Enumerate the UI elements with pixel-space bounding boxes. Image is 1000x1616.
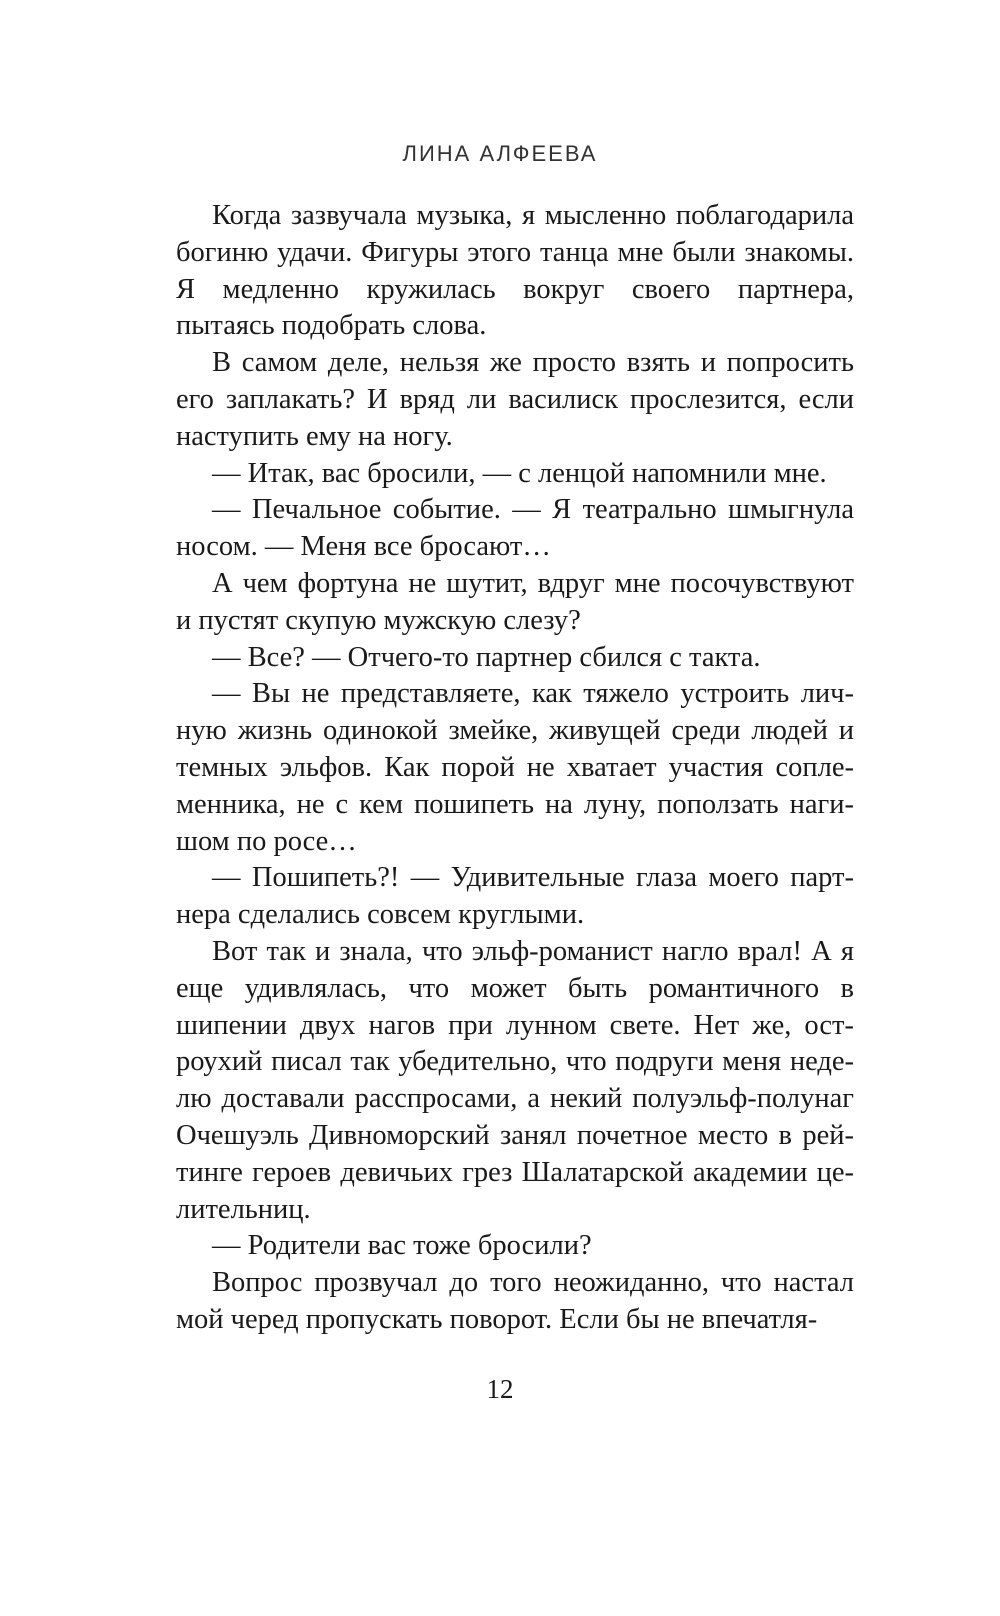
paragraph: Вот так и знала, что эльф-романист нагло врал! А я еще удивлялась, что может быть романтичного в шипении двух нагов при лунном свете. Нет же, остроухий писал так убедительно, что подруги меня неделю доставали расспросами, а некий полуэльф-полунаг Очешуэль Дивноморский занял почетное место в рейтинге героев девичьих грез Шалатарской академии целительниц. [176, 935, 854, 1225]
paragraph: — Пошипеть?! — Удивительные глаза моего партнера сделались совсем круглыми. [176, 862, 854, 931]
page-number: 12 [486, 1374, 514, 1404]
paragraph: — Все? — Отчего-то партнер сбился с такта. [212, 641, 761, 673]
paragraph: В самом деле, нельзя же просто взять и попросить его заплакать? И вряд ли василиск прослезится, если наступить ему на ногу. [176, 347, 854, 452]
paragraph: — Вы не представляете, как тяжело устроить личную жизнь одинокой змейке, живущей среди людей и темных эльфов. Как порой не хватает участия соплеменника, не с кем пошипеть на луну, поползать нагишом по росе… [176, 678, 854, 857]
paragraph: — Итак, вас бросили, — с ленцой напомнили мне. [212, 457, 827, 489]
paragraph: Когда зазвучала музыка, я мысленно поблагодарила богиню удачи. Фигуры этого танца мне были знакомы. Я медленно кружилась вокруг своего партнера, пытаясь подобрать слова. [176, 200, 854, 342]
paragraph: — Родители вас тоже бросили? [212, 1230, 592, 1262]
running-head: ЛИНА АЛФЕЕВА [402, 141, 598, 166]
body-text [176, 198, 854, 1339]
paragraph: Вопрос прозвучал до того неожиданно, что настал мой черед пропускать поворот. Если бы не впечатля- [176, 1267, 854, 1335]
paragraph: А чем фортуна не шутит, вдруг мне посочувствуют и пустят скупую мужскую слезу? [176, 567, 854, 636]
paragraph: — Печальное событие. — Я театрально шмыгнула носом. — Меня все бросают… [176, 494, 854, 563]
